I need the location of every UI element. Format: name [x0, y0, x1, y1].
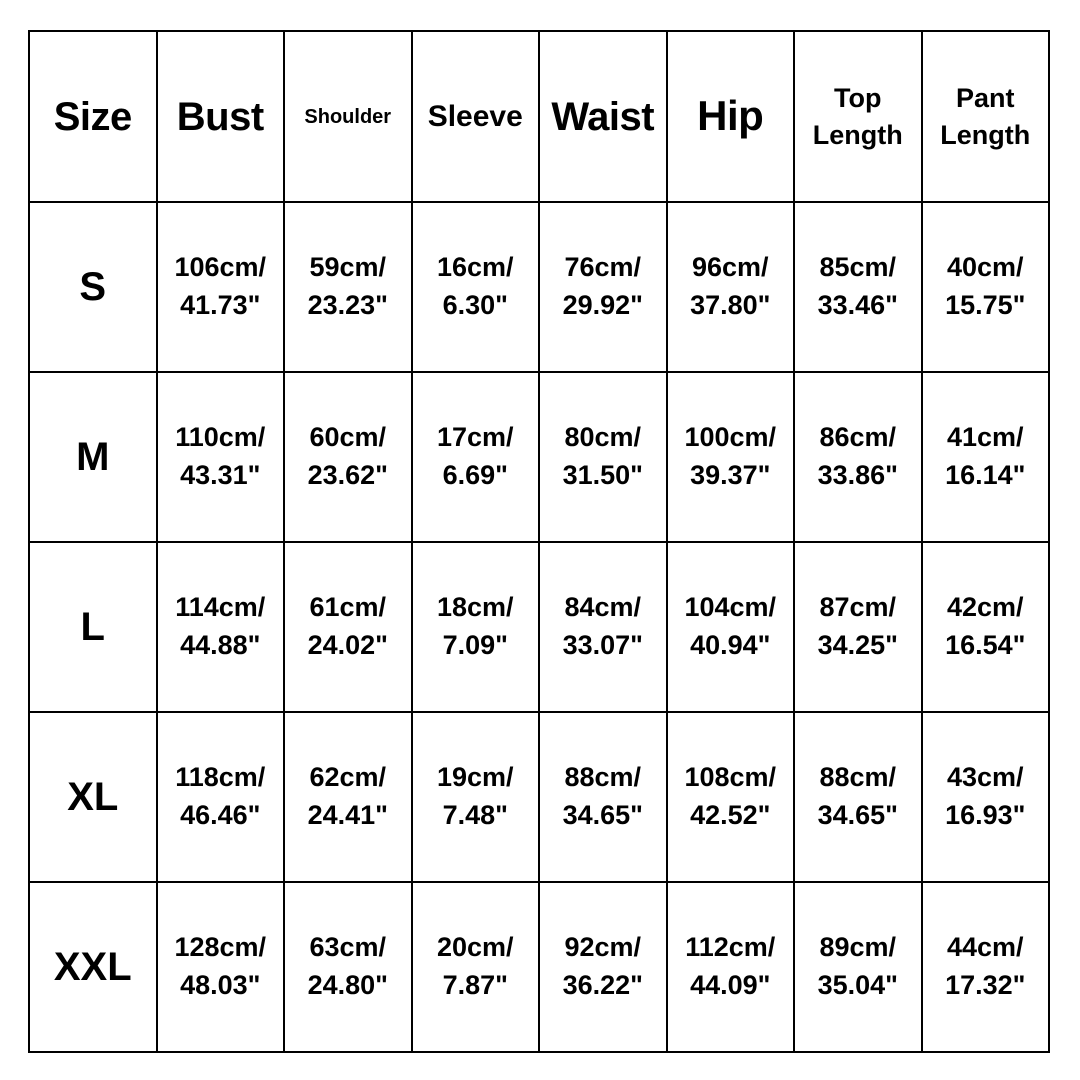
cm-value: 42cm/: [946, 592, 1024, 623]
cm-value: 44cm/: [946, 932, 1024, 963]
header-top-length-line2: Length: [812, 119, 903, 150]
cm-value: 110cm/: [175, 422, 266, 453]
cm-value: 17cm/: [436, 422, 514, 453]
sleeve-cell: [412, 202, 540, 372]
table-row: [29, 202, 1049, 372]
cm-value: 106cm/: [174, 252, 267, 283]
header-top-length-line1: Top: [834, 83, 882, 114]
waist-cell: [539, 712, 667, 882]
header-shoulder: Shoulder: [284, 31, 412, 202]
cm-value: 88cm/: [564, 762, 642, 793]
cm-value: 128cm/: [174, 932, 267, 963]
hip-cell: [667, 202, 795, 372]
inch-value: 29.92": [562, 290, 643, 320]
cm-value: 18cm/: [436, 592, 514, 623]
inch-value: 39.37": [690, 460, 771, 490]
sleeve-cell: [412, 372, 540, 542]
inch-value: 33.07": [562, 630, 643, 660]
hip-cell: [667, 882, 795, 1052]
sleeve-cell: [412, 712, 540, 882]
cm-value: 85cm/: [819, 252, 897, 283]
cm-value: 61cm/: [309, 592, 387, 623]
inch-value: 17.32": [945, 970, 1026, 1000]
pant-length-cell: [922, 372, 1050, 542]
shoulder-cell: [284, 202, 412, 372]
cm-value: 96cm/: [691, 252, 769, 283]
bust-cell: [157, 372, 285, 542]
inch-value: 42.52": [690, 800, 771, 830]
cm-value: 63cm/: [309, 932, 387, 963]
inch-value: 23.23": [307, 290, 388, 320]
table-row: [29, 712, 1049, 882]
header-pant-length-line2: Length: [940, 119, 1031, 150]
hip-cell: [667, 712, 795, 882]
cm-value: 92cm/: [564, 932, 642, 963]
cm-value: 114cm/: [175, 592, 266, 623]
top-length-cell: [794, 202, 922, 372]
size-chart-table: [28, 30, 1050, 1053]
inch-value: 34.65": [817, 800, 898, 830]
inch-value: 7.09": [442, 630, 508, 660]
header-pant-length: [922, 31, 1050, 202]
top-length-cell: [794, 542, 922, 712]
cm-value: 88cm/: [819, 762, 897, 793]
cm-value: 112cm/: [685, 932, 776, 963]
header-top-length: [794, 31, 922, 202]
sleeve-cell: [412, 542, 540, 712]
cm-value: 87cm/: [819, 592, 897, 623]
waist-cell: [539, 882, 667, 1052]
cm-value: 62cm/: [309, 762, 387, 793]
cm-value: 84cm/: [564, 592, 642, 623]
inch-value: 6.30": [442, 290, 508, 320]
inch-value: 7.87": [442, 970, 508, 1000]
inch-value: 15.75": [945, 290, 1026, 320]
inch-value: 16.14": [945, 460, 1026, 490]
header-row: [29, 31, 1049, 202]
hip-cell: [667, 372, 795, 542]
inch-value: 37.80": [690, 290, 771, 320]
pant-length-cell: [922, 202, 1050, 372]
cm-value: 86cm/: [819, 422, 897, 453]
header-pant-length-line1: Pant: [955, 83, 1015, 114]
bust-cell: [157, 882, 285, 1052]
inch-value: 16.93": [945, 800, 1026, 830]
cm-value: 40cm/: [946, 252, 1024, 283]
table-row: [29, 542, 1049, 712]
header-size: Size: [29, 31, 157, 202]
header-hip: Hip: [667, 31, 795, 202]
inch-value: 23.62": [307, 460, 388, 490]
size-cell: M: [29, 372, 157, 542]
inch-value: 16.54": [945, 630, 1026, 660]
inch-value: 33.46": [817, 290, 898, 320]
waist-cell: [539, 202, 667, 372]
inch-value: 48.03": [180, 970, 261, 1000]
top-length-cell: [794, 712, 922, 882]
waist-cell: [539, 542, 667, 712]
waist-cell: [539, 372, 667, 542]
inch-value: 33.86": [817, 460, 898, 490]
cm-value: 20cm/: [436, 932, 514, 963]
cm-value: 118cm/: [175, 762, 266, 793]
inch-value: 31.50": [562, 460, 643, 490]
cm-value: 89cm/: [819, 932, 897, 963]
inch-value: 40.94": [690, 630, 771, 660]
hip-cell: [667, 542, 795, 712]
inch-value: 44.88": [180, 630, 261, 660]
cm-value: 76cm/: [564, 252, 642, 283]
size-cell: XXL: [29, 882, 157, 1052]
inch-value: 24.02": [307, 630, 388, 660]
shoulder-cell: [284, 372, 412, 542]
header-sleeve: Sleeve: [412, 31, 540, 202]
size-cell: XL: [29, 712, 157, 882]
size-cell: S: [29, 202, 157, 372]
cm-value: 16cm/: [436, 252, 514, 283]
shoulder-cell: [284, 542, 412, 712]
bust-cell: [157, 202, 285, 372]
cm-value: 60cm/: [309, 422, 387, 453]
top-length-cell: [794, 882, 922, 1052]
bust-cell: [157, 542, 285, 712]
bust-cell: [157, 712, 285, 882]
pant-length-cell: [922, 712, 1050, 882]
inch-value: 46.46": [180, 800, 261, 830]
inch-value: 44.09": [690, 970, 771, 1000]
pant-length-cell: [922, 542, 1050, 712]
size-cell: L: [29, 542, 157, 712]
header-waist: Waist: [539, 31, 667, 202]
inch-value: 35.04": [817, 970, 898, 1000]
cm-value: 43cm/: [946, 762, 1024, 793]
inch-value: 36.22": [562, 970, 643, 1000]
table-row: [29, 882, 1049, 1052]
cm-value: 41cm/: [946, 422, 1024, 453]
inch-value: 41.73": [180, 290, 261, 320]
shoulder-cell: [284, 712, 412, 882]
inch-value: 24.80": [307, 970, 388, 1000]
inch-value: 43.31": [180, 460, 261, 490]
cm-value: 19cm/: [436, 762, 514, 793]
table-row: [29, 372, 1049, 542]
inch-value: 34.25": [817, 630, 898, 660]
sleeve-cell: [412, 882, 540, 1052]
top-length-cell: [794, 372, 922, 542]
inch-value: 24.41": [307, 800, 388, 830]
cm-value: 104cm/: [684, 592, 777, 623]
inch-value: 7.48": [442, 800, 508, 830]
inch-value: 34.65": [562, 800, 643, 830]
pant-length-cell: [922, 882, 1050, 1052]
header-bust: Bust: [157, 31, 285, 202]
shoulder-cell: [284, 882, 412, 1052]
cm-value: 100cm/: [684, 422, 777, 453]
cm-value: 59cm/: [309, 252, 387, 283]
cm-value: 108cm/: [684, 762, 777, 793]
inch-value: 6.69": [442, 460, 508, 490]
cm-value: 80cm/: [564, 422, 642, 453]
